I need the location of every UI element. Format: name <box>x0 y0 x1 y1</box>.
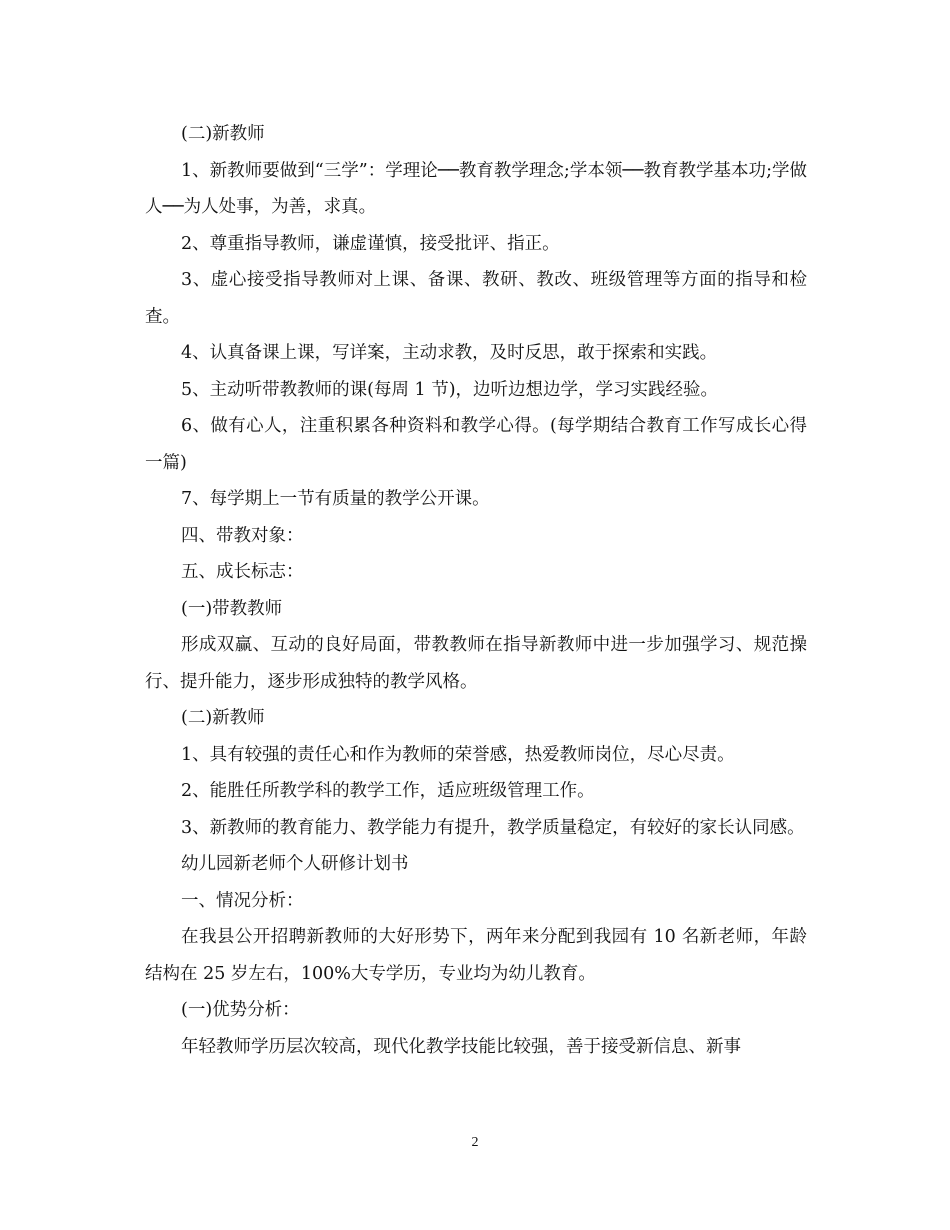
paragraph-advantages: 年轻教师学历层次较高，现代化教学技能比较强，善于接受新信息、新事 <box>181 1036 741 1057</box>
list-item-1: 1、新教师要做到“三学”：学理论──教育教学理念;学本领──教育教学基本功;学做人──为人处事，为善，求真。 <box>145 160 807 217</box>
list-item-4: 4、认真备课上课，写详案，主动求教，及时反思，敢于探索和实践。 <box>181 343 718 363</box>
subheading-new-teacher: (二)新教师 <box>181 124 265 144</box>
subheading-advantages: (一)优势分析： <box>181 1000 300 1020</box>
list-item-6: 6、做有心人，注重积累各种资料和教学心得。(每学期结合教育工作写成长心得一篇) <box>145 416 807 473</box>
section-heading-1: 一、情况分析： <box>181 890 304 911</box>
body-text <box>145 116 807 1065</box>
list-item-3b: 3、新教师的教育能力、教学能力有提升，教学质量稳定，有较好的家长认同感。 <box>181 817 805 838</box>
subheading-new-teacher-2: (二)新教师 <box>181 708 265 728</box>
subheading-mentor: (一)带教教师 <box>181 598 283 619</box>
list-item-2: 2、尊重指导教师，谦虚谨慎，接受批评、指正。 <box>181 233 560 254</box>
list-item-1b: 1、具有较强的责任心和作为教师的荣誉感，热爱教师岗位，尽心尽责。 <box>181 744 735 765</box>
page-number: 2 <box>471 1135 479 1150</box>
section-heading-5: 五、成长标志： <box>181 562 304 582</box>
list-item-7: 7、每学期上一节有质量的教学公开课。 <box>181 489 490 509</box>
list-item-3: 3、虚心接受指导教师对上课、备课、教研、教改、班级管理等方面的指导和检查。 <box>145 270 807 327</box>
document-title: 幼儿园新老师个人研修计划书 <box>181 854 409 874</box>
section-heading-4: 四、带教对象： <box>181 525 304 546</box>
paragraph-mentor: 形成双赢、互动的良好局面，带教教师在指导新教师中进一步加强学习、规范操行、提升能力，逐步形成独特的教学风格。 <box>145 635 807 692</box>
list-item-2b: 2、能胜任所教学科的教学工作，适应班级管理工作。 <box>181 781 595 801</box>
paragraph-situation: 在我县公开招聘新教师的大好形势下，两年来分配到我园有 10 名新老师，年龄结构在 25 岁左右，100%大专学历，专业均为幼儿教育。 <box>145 927 807 984</box>
list-item-5: 5、主动听带教教师的课(每周 1 节)，边听边想边学，学习实践经验。 <box>181 379 719 400</box>
